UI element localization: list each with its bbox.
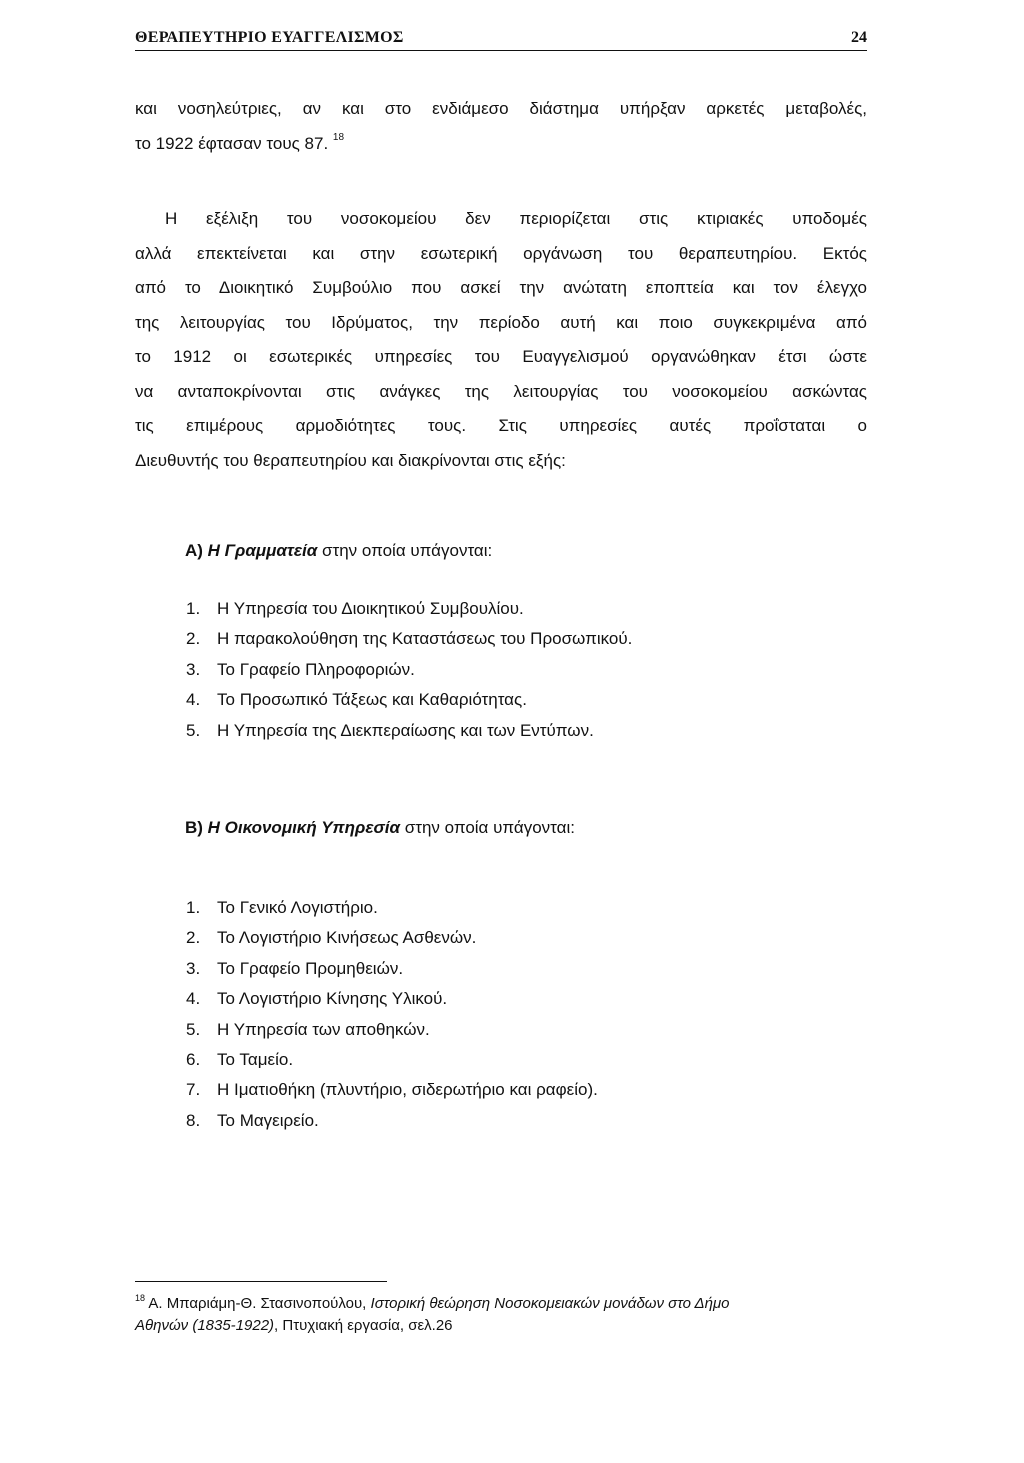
body-line: το 1912 οι εσωτερικές υπηρεσίες του Ευαγγελισμού οργανώθηκαν έτσι ώστε (135, 347, 867, 366)
list-item: 3. Το Γραφείο Προμηθειών. (186, 958, 404, 978)
section-a-prefix: Α) (185, 541, 208, 560)
section-b-suffix: στην οποία υπάγονται: (400, 818, 575, 837)
footnote-marker: 18 (135, 1293, 146, 1303)
intro-line-1: και νοσηλεύτριες, αν και στο ενδιάμεσο διάστημα υπήρξαν αρκετές μεταβολές, (135, 99, 867, 118)
section-b-title: Η Οικονομική Υπηρεσία (207, 818, 401, 837)
footnote-ref[interactable]: 18 (332, 131, 345, 143)
footnote-rest: , Πτυχιακή εργασία, σελ.26 (274, 1317, 453, 1334)
footnote-work-title-1: Ιστορική θεώρηση Νοσοκομειακών μονάδων στο Δήμο (370, 1295, 730, 1312)
intro-line-2 (135, 127, 867, 162)
body-line: τις επιμέρους αρμοδιότητες τους. Στις υπηρεσίες αυτές προΐσταται ο (135, 416, 867, 435)
footnote-separator (135, 1281, 387, 1282)
body-paragraph (135, 202, 867, 478)
body-line: Διευθυντής του θεραπευτηρίου και διακρίνονται στις εξής: (135, 450, 566, 470)
list-item: 5. Η Υπηρεσία της Διεκπεραίωσης και των Εντύπων. (186, 720, 594, 740)
footnote (135, 1293, 870, 1337)
list-item: 1. Η Υπηρεσία του Διοικητικού Συμβουλίου. (186, 599, 524, 618)
page-number: 24 (851, 29, 867, 46)
body-line: Η εξέλιξη του νοσοκομείου δεν περιορίζεται στις κτιριακές υποδομές (165, 209, 867, 228)
list-item: 7. Η Ιματιοθήκη (πλυντήριο, σιδερωτήριο και ραφείο). (186, 1080, 598, 1100)
body-line: να ανταποκρίνονται στις ανάγκες της λειτουργίας του νοσοκομείου ασκώντας (135, 381, 867, 401)
body-line: αλλά επεκτείνεται και στην εσωτερική οργάνωση του θεραπευτηρίου. Εκτός (135, 243, 867, 263)
section-b-prefix: Β) (185, 818, 208, 837)
body-line: της λειτουργίας του Ιδρύματος, την περίοδο αυτή και ποιο συγκεκριμένα από (135, 312, 867, 332)
list-item: 2. Η παρακολούθηση της Καταστάσεως του Προσωπικού. (186, 629, 633, 649)
section-b-heading (185, 818, 575, 838)
section-a-heading (185, 541, 492, 561)
list-item: 1. Το Γενικό Λογιστήριο. (186, 898, 378, 917)
intro-line-2-text: το 1922 έφτασαν τους 87. (135, 133, 329, 153)
intro-paragraph (135, 92, 867, 161)
list-item: 3. Το Γραφείο Πληροφοριών. (186, 659, 415, 679)
list-item: 4. Το Προσωπικό Τάξεως και Καθαριότητας. (186, 690, 527, 710)
list-item: 6. Το Ταμείο. (186, 1049, 294, 1069)
header-title: ΘΕΡΑΠΕΥΤΗΡΙΟ ΕΥΑΓΓΕΛΙΣΜΟΣ (135, 29, 404, 46)
running-header (135, 28, 867, 51)
section-b-list (186, 893, 598, 1136)
body-line: από το Διοικητικό Συμβούλιο που ασκεί την ανώτατη εποπτεία και τον έλεγχο (135, 278, 867, 297)
section-a-title: Η Γραμματεία (207, 541, 318, 560)
section-a-suffix: στην οποία υπάγονται: (317, 541, 493, 560)
footnote-author: Α. Μπαριάμη-Θ. Στασινοπούλου, (148, 1295, 371, 1312)
list-item: 8. Το Μαγειρείο. (186, 1110, 319, 1130)
list-item: 2. Το Λογιστήριο Κινήσεως Ασθενών. (186, 928, 477, 948)
list-item: 4. Το Λογιστήριο Κίνησης Υλικού. (186, 989, 448, 1009)
footnote-work-title-2: Αθηνών (1835-1922) (135, 1317, 275, 1334)
list-item: 5. Η Υπηρεσία των αποθηκών. (186, 1019, 430, 1039)
section-a-list (186, 594, 632, 746)
